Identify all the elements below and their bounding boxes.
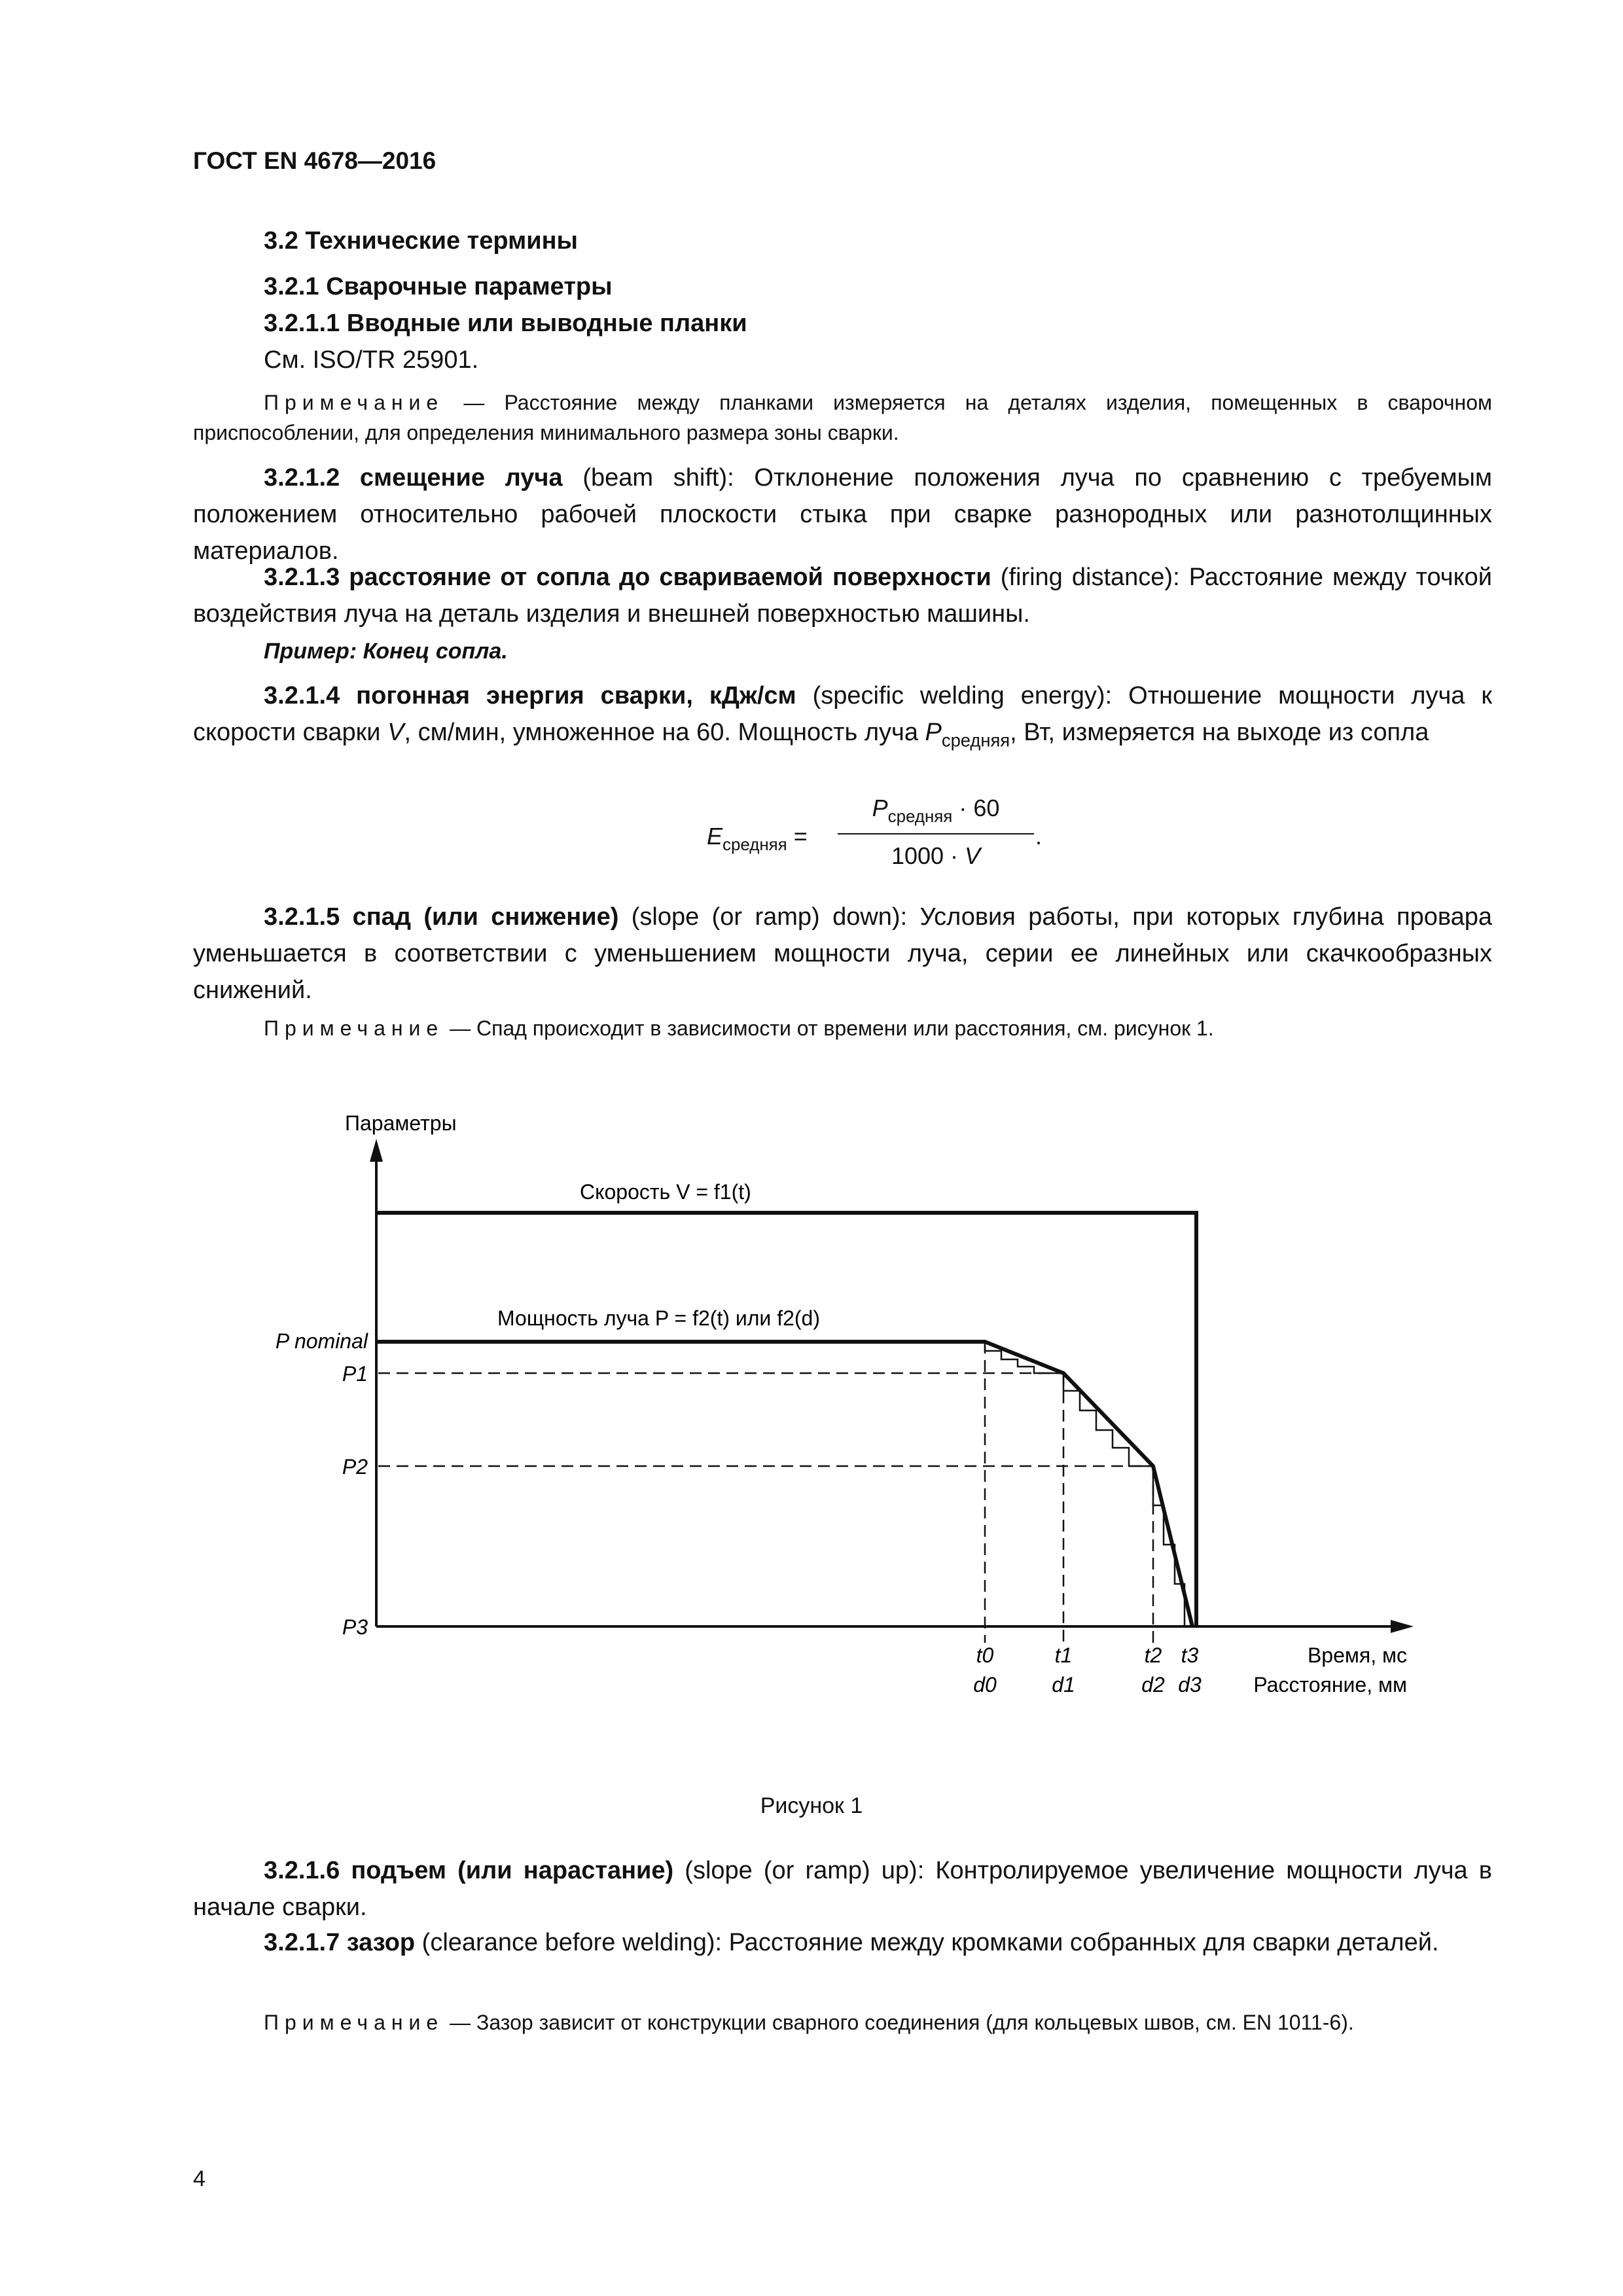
note-2-label: Примечание	[264, 1016, 444, 1040]
figure-caption: Рисунок 1	[760, 1793, 863, 1818]
speed-label: Скорость V = f1(t)	[580, 1180, 751, 1204]
power-staircase	[985, 1342, 1185, 1626]
power-label: Мощность луча P = f2(t) или f2(d)	[497, 1306, 820, 1330]
d0-label: d0	[973, 1673, 997, 1696]
item-2-term: 3.2.1.2 смещение луча	[264, 464, 563, 492]
document-header: ГОСТ EN 4678—2016	[193, 147, 437, 174]
formula-equals: =	[787, 823, 808, 850]
item-7-text: (clearance before welding): Расстояние между кромками собранных для сварки деталей.	[415, 1929, 1439, 1956]
formula-lhs-sub: средняя	[722, 836, 787, 855]
x-axis-arrow	[1391, 1620, 1414, 1633]
item-4-term: 3.2.1.4 погонная энергия сварки, кДж/см	[264, 682, 796, 709]
item-1-text: См. ISO/TR 25901.	[264, 346, 479, 374]
note-3-text: — Зазор зависит от конструкции сварного соединения (для кольцевых швов, см. EN 1011-6).	[444, 2011, 1354, 2034]
item-6-text: (slope (or ramp) up): Контролируемое увеличение мощности луча в начале сварки.	[193, 1857, 1492, 1921]
item-6	[193, 1852, 1492, 1926]
note-3-label: Примечание	[264, 2011, 444, 2034]
item-2-text: (beam shift): Отклонение положения луча по сравнению с требуемым положением относительно рабочей плоскости стыка при сварке разнородных или разнотолщинных материалов.	[193, 464, 1493, 565]
formula-den-text: 1000 ·	[891, 842, 965, 869]
subsection-heading: 3.2.1 Сварочные параметры	[264, 273, 613, 300]
t0-label: t0	[976, 1643, 994, 1667]
item-3-text: (firing distance): Расстояние между точкой воздействия луча на деталь изделия и внешней поверхностью машины.	[193, 564, 1493, 628]
note-1-text: — Расстояние между планками измеряется на деталях изделия, помещенных в сварочном приспособлении, для определения минимального размера зоны сварки.	[193, 391, 1492, 444]
formula-num-rest: · 60	[952, 795, 1000, 821]
note-2-text: — Спад происходит в зависимости от времени или расстояния, см. рисунок 1.	[444, 1016, 1214, 1040]
t2-label: t2	[1144, 1643, 1162, 1667]
formula-den-var: V	[965, 842, 981, 869]
item-4-var-p: P	[925, 719, 942, 746]
y-axis-arrow	[370, 1139, 383, 1162]
item-5-text: (slope (or ramp) down): Условия работы, при которых глубина провара уменьшается в соответствии с уменьшением мощности луча, серии ее линейных или скачкообразных снижений.	[193, 903, 1492, 1004]
t1-label: t1	[1054, 1643, 1073, 1667]
section-heading: 3.2 Технические термины	[264, 227, 579, 255]
formula-lhs-var: E	[707, 823, 723, 850]
p-nominal-label: P nominal	[275, 1329, 368, 1353]
item-4-var-v: V	[387, 719, 404, 746]
p2-label: P2	[342, 1455, 368, 1479]
formula-end: .	[1035, 823, 1043, 850]
d1-label: d1	[1052, 1673, 1075, 1696]
item-4-text-b: , см/мин, умноженное на 60. Мощность луча	[404, 719, 925, 746]
d2-label: d2	[1141, 1673, 1165, 1696]
d3-label: d3	[1178, 1673, 1202, 1696]
p3-label: P3	[342, 1615, 368, 1639]
formula-num-sub: средняя	[887, 808, 953, 827]
t3-label: t3	[1181, 1643, 1199, 1667]
item-4-text-c: , Вт, измеряется на выходе из сопла	[1010, 719, 1429, 746]
item-5-term: 3.2.1.5 спад (или снижение)	[264, 903, 619, 931]
formula-num-var: P	[872, 795, 888, 821]
x-axis-label-distance: Расстояние, мм	[1253, 1673, 1407, 1696]
item-7-term: 3.2.1.7 зазор	[264, 1929, 416, 1956]
item-7	[193, 1924, 1492, 1961]
item-4-sub-p: средняя	[941, 730, 1010, 751]
y-axis-label: Параметры	[345, 1111, 457, 1135]
item-6-term: 3.2.1.6 подъем (или нарастание)	[264, 1857, 674, 1884]
note-1-label: Примечание	[264, 391, 444, 414]
note-3	[193, 2007, 1492, 2037]
power-curve	[376, 1342, 1192, 1626]
item-3-term: 3.2.1.3 расстояние от сопла до свариваемой поверхности	[264, 564, 991, 591]
page-number: 4	[193, 2166, 205, 2191]
item-4-text-a: (specific welding energy): Отношение мощности луча к скорости сварки	[193, 682, 1492, 746]
p1-label: P1	[342, 1362, 368, 1386]
example-text: Пример: Конец сопла.	[264, 639, 508, 664]
x-axis-label-time: Время, мс	[1307, 1643, 1407, 1667]
speed-curve	[376, 1213, 1196, 1626]
item-1-heading: 3.2.1.1 Вводные или выводные планки	[264, 310, 747, 337]
